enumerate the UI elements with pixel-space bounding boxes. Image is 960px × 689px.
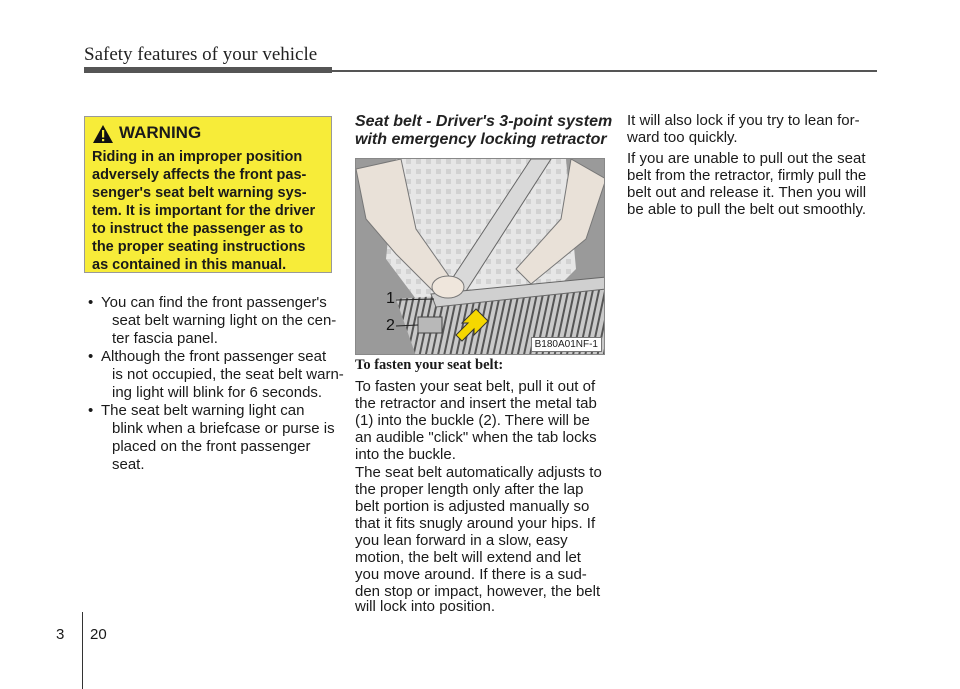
warning-box: [84, 116, 332, 273]
bullet-line: The seat belt warning light can: [101, 402, 305, 419]
warning-line: Riding in an improper position: [92, 149, 303, 165]
warning-line: as contained in this manual.: [92, 257, 287, 273]
footer-divider: [82, 612, 83, 689]
bullet-line: is not occupied, the seat belt warn-: [112, 366, 344, 383]
paragraph-line: an audible "click" when the tab locks: [355, 429, 597, 446]
bullet-dot: •: [88, 294, 94, 311]
bullet-line: seat belt warning light on the cen-: [112, 312, 337, 329]
paragraph-line: be able to pull the belt out smoothly.: [627, 201, 867, 218]
bullet-line: ter fascia panel.: [112, 330, 218, 347]
paragraph-line: that it fits snugly around your hips. If: [355, 515, 596, 532]
bullet-line: seat.: [112, 456, 145, 473]
page-header-title: Safety features of your vehicle: [84, 44, 318, 65]
paragraph-line: den stop or impact, however, the belt: [355, 583, 601, 600]
warning-line: tem. It is important for the driver: [92, 203, 316, 219]
header-rule-thin: [332, 70, 877, 72]
warning-triangle-icon: [92, 124, 114, 144]
paragraph-line: It will also lock if you try to lean for-: [627, 112, 860, 129]
warning-title: WARNING: [119, 123, 202, 142]
bullet-line: ing light will blink for 6 seconds.: [112, 384, 323, 401]
paragraph-line: motion, the belt will extend and let: [355, 549, 581, 566]
paragraph-line: into the buckle.: [355, 446, 456, 463]
bullet-dot: •: [88, 348, 94, 365]
figure-code: B180A01NF-1: [531, 337, 602, 352]
warning-line: senger's seat belt warning sys-: [92, 185, 307, 201]
figure-label-tab: 1: [386, 290, 395, 307]
paragraph-line: ward too quickly.: [627, 129, 738, 146]
paragraph-line: belt from the retractor, firmly pull the: [627, 167, 867, 184]
bullet-line: placed on the front passenger: [112, 438, 311, 455]
bullet-line: You can find the front passenger's: [101, 294, 327, 311]
paragraph-line: will lock into position.: [355, 598, 496, 615]
header-rule-thick: [84, 67, 332, 73]
paragraph-line: the proper length only after the lap: [355, 481, 584, 498]
paragraph-line: To fasten your seat belt, pull it out of: [355, 378, 596, 395]
page-number: 20: [90, 626, 107, 643]
bullet-item: [88, 402, 335, 474]
warning-line: the proper seating instructions: [92, 239, 306, 255]
paragraph-line: the retractor and insert the metal tab: [355, 395, 597, 412]
bullet-line: Although the front passenger seat: [101, 348, 327, 365]
seatbelt-illustration: [355, 158, 605, 355]
paragraph-line: belt out and release it. Then you will: [627, 184, 867, 201]
paragraph-line: If you are unable to pull out the seat: [627, 150, 866, 167]
section-number: 3: [56, 626, 65, 643]
warning-line: adversely affects the front pas-: [92, 167, 307, 183]
bullet-line: blink when a briefcase or purse is: [112, 420, 335, 437]
paragraph-line: (1) into the buckle (2). There will be: [355, 412, 590, 429]
paragraph-line: you move around. If there is a sud-: [355, 566, 587, 583]
paragraph-line: The seat belt automatically adjusts to: [355, 464, 602, 481]
paragraph-line: belt portion is adjusted manually so: [355, 498, 590, 515]
section-title-line: with emergency locking retractor: [355, 131, 607, 148]
paragraph-line: you lean forward in a slow, easy: [355, 532, 568, 549]
bullet-dot: •: [88, 402, 94, 419]
bullet-item: [88, 294, 336, 348]
section-title-line: Seat belt - Driver's 3-point system: [355, 113, 613, 130]
bullet-item: [88, 348, 344, 402]
figure-label-buckle: 2: [386, 317, 395, 334]
warning-line: to instruct the passenger as to: [92, 221, 304, 237]
subheading: To fasten your seat belt:: [355, 357, 504, 373]
